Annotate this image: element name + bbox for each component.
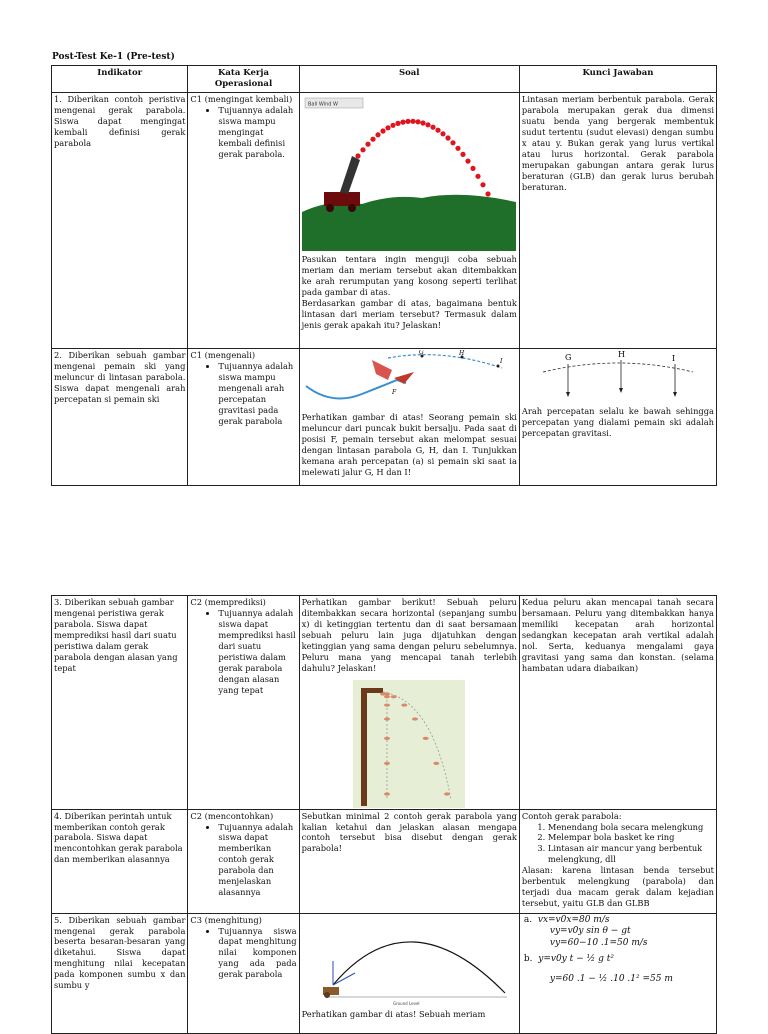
fig-label-i: I [500, 358, 503, 366]
table-row [52, 596, 717, 810]
cell-soal [299, 596, 519, 810]
table-row [52, 93, 717, 349]
cannon-figure [302, 94, 516, 254]
figure-label: Ground Level [393, 1000, 420, 1006]
bullets-figure [353, 680, 465, 808]
document-title: Post-Test Ke-1 (Pre-test) [52, 52, 175, 62]
cell-indikator: 5. Diberikan sebuah gambar mengenai gerak parabola beserta besaran-besaran yang diketahui. Siswa dapat menghitung nilai kecepatan pada komponen sumbu x dan sumbu y [52, 913, 188, 1033]
trajectory-dot [486, 192, 491, 197]
ans-label-i: I [671, 354, 676, 364]
fig-label-f: F [392, 389, 397, 397]
trajectory-dot [396, 121, 401, 126]
answer-a-line1: vx=v0x=80 m/s [537, 914, 610, 925]
trajectory-dot [441, 132, 446, 137]
kko-bullet: • Tujuannya siswa dapat menghitung nilai komponen yang ada pada gerak parabola [218, 926, 296, 981]
trajectory-dot [391, 123, 396, 128]
trajectory-dot [406, 119, 411, 124]
trajectory-dot [361, 148, 366, 153]
bullet-mark [444, 792, 450, 795]
cell-kunci: Kedua peluru akan mencapai tanah secara bersamaan. Peluru yang ditembakkan hanya memiliki kecepatan arah horizontal sedangkan kecepatan arah vertikal adalah nol. Serta, keduanya mengalami gaya gravitasi yang sama dan konstan. (selama hambatan udara diabaikan) [519, 596, 716, 810]
kko-title: C3 (menghitung) [190, 914, 262, 925]
cell-kunci [519, 809, 716, 913]
bullet-mark [384, 717, 390, 720]
soal-text: Pasukan tentara ingin menguji coba sebuah meriam dan meriam tersebut akan ditembakkan ke arah rerumputan yang kosong seperti terlihat pada gambar di atas. [301, 254, 517, 298]
trajectory-dot [481, 183, 486, 188]
trajectory-dot [461, 152, 466, 157]
bullet-mark [391, 695, 397, 698]
header-kunci: Kunci Jawaban [519, 66, 716, 93]
assessment-table-top [51, 65, 717, 486]
trajectory-dot [471, 166, 476, 171]
cell-kko [188, 596, 299, 810]
ans-label-g: G [564, 353, 572, 363]
kunci-item: 3. Lintasan air mancur yang berbentuk melengkung, dll [548, 843, 714, 865]
kunci-text: Arah percepatan selalu ke bawah sehingga percepatan yang dialami pemain ski adalah percepatan gravitasi. [521, 406, 714, 439]
bullet-mark [412, 717, 418, 720]
bullet-mark [380, 692, 386, 695]
table-row [52, 809, 717, 913]
bullet-mark [384, 703, 390, 706]
fig-label-h: H [459, 350, 465, 358]
cell-kunci [519, 913, 716, 1033]
trajectory-dot [466, 159, 471, 164]
projectile-figure [309, 915, 509, 1009]
bullet-mark [423, 736, 429, 739]
answer-b-line1: y=v0y t − ½ g t² [538, 954, 614, 965]
trajectory-dot [451, 141, 456, 146]
fig-label-g: G [419, 350, 425, 357]
kko-bullet: • Tujuannya adalah siswa dapat memprediksi hasil dari suatu peristiwa dalam gerak parabola dengan alasan yang tepat [218, 608, 296, 696]
bullet-mark [402, 703, 408, 706]
bullet-mark [384, 695, 390, 698]
soal-text: Perhatikan gambar di atas! Seorang pemain ski meluncur dari puncak bukit bersalju. Pada saat di posisi F, pemain tersebut akan melompat sesuai dengan lintasan parabola G, H, dan I. Tunjukkan kemana arah percepatan (a) si pemain ski saat ia melewati jalur G, H dan I! [301, 412, 517, 478]
trajectory-dot [446, 136, 451, 141]
cell-soal [299, 93, 519, 349]
trajectory-dot [421, 121, 426, 126]
ski-figure [302, 350, 516, 412]
cell-indikator: 2. Diberikan sebuah gambar mengenai pemain ski yang meluncur di lintasan parabola. Siswa dapat mengenali arah percepatan si pemain ski [52, 349, 188, 486]
acceleration-figure [523, 350, 713, 406]
cell-kunci: Lintasan meriam berbentuk parabola. Gerak parabola merupakan gerak dua dimensi suatu benda yang bergerak membentuk sudut tertentu (sudut elevasi) dengan sumbu x atau y. Bukan gerak yang lurus vertikal atau lurus horizontal. Gerak parabola merupakan gabungan antara gerak lurus beraturan (GLB) dan gerak lurus berubah beraturan. [519, 93, 716, 349]
cell-indikator: 3. Diberikan sebuah gambar mengenai peristiwa gerak parabola. Siswa dapat memprediksi hasil dari suatu peristiwa dalam gerak parabola dengan alasan yang tepat [52, 596, 188, 810]
soal-text: Perhatikan gambar di atas! Sebuah meriam [301, 1008, 486, 1019]
header-soal: Soal [299, 66, 519, 93]
kko-title: C2 (mencontohkan) [190, 810, 274, 821]
trajectory-dot [416, 120, 421, 125]
trajectory-dot [386, 126, 391, 131]
kunci-item: 2. Melempar bola basket ke ring [548, 832, 714, 843]
table-header-row [52, 66, 717, 93]
trajectory-dot [401, 120, 406, 125]
trajectory-dot [366, 142, 371, 147]
soal-question: Berdasarkan gambar di atas, bagaimana bentuk lintasan dari meriam tersebut? Termasuk dalam jenis gerak apakah itu? Jelaskan! [301, 298, 517, 331]
kko-bullet: • Tujuannya adalah siswa mampu mengingat kembali definisi gerak parabola. [218, 105, 296, 160]
assessment-table-bottom [51, 595, 717, 1034]
soal-text: Perhatikan gambar berikut! Sebuah peluru ditembakkan secara horizontal (sepanjang sumbu x) di ketinggian tertentu dan di saat bersamaan sebuah peluru lain juga dijatuhkan dengan ketinggian yang sama dengan peluru sebelumnya. Peluru mana yang mencapai tanah terlebih dahulu? Jelaskan! [301, 597, 517, 673]
ans-label-h: H [617, 350, 625, 360]
cell-soal [299, 913, 519, 1033]
bullet-mark [384, 761, 390, 764]
cell-indikator: 4. Diberikan perintah untuk memberikan contoh gerak parabola. Siswa dapat mencontohkan gerak parabola dan memberikan alasannya [52, 809, 188, 913]
cell-kko [188, 349, 299, 486]
trajectory-dot [456, 146, 461, 151]
trajectory-dot [476, 174, 481, 179]
kko-bullet: • Tujuannya adalah siswa dapat memberikan contoh gerak parabola dan menjelaskan alasannya [218, 822, 296, 899]
kko-title: C1 (mengingat kembali) [190, 94, 293, 105]
kunci-intro: Contoh gerak parabola: [521, 810, 622, 821]
trajectory-dot [436, 128, 441, 133]
trajectory-dot [426, 123, 431, 128]
table-row [52, 349, 717, 486]
trajectory-dot [381, 129, 386, 134]
cell-soal [299, 349, 519, 486]
answer-b-line2: y=60 .1 − ½ .10 .1² =55 m [549, 974, 673, 985]
kunci-item: 1. Menendang bola secara melengkung [548, 822, 714, 833]
figure-label: Ball Wind W [308, 101, 339, 108]
cell-kko [188, 93, 299, 349]
header-kko: Kata Kerja Operasional [188, 66, 299, 93]
bullet-mark [384, 736, 390, 739]
kko-title: C2 (memprediksi) [190, 597, 266, 607]
bullet-mark [384, 792, 390, 795]
cell-kko [188, 809, 299, 913]
header-indikator: Indikator [52, 66, 188, 93]
kunci-alasan: Alasan: karena lintasan benda tersebut berbentuk melengkung (parabola) dan terjadi dua macam gerak dalam kejadian tersebut, yaitu GLB dan GLBB [521, 865, 714, 909]
cell-kunci [519, 349, 716, 486]
bullet-mark [434, 761, 440, 764]
answer-b-label: b. [523, 954, 533, 965]
cell-soal: Sebutkan minimal 2 contoh gerak parabola yang kalian ketahui dan jelaskan alasan mengapa contoh tersebut bisa disebut dengan gerak parabola! [299, 809, 519, 913]
kko-bullet: • Tujuannya adalah siswa mampu mengenali arah percepatan gravitasi pada gerak parabola [218, 361, 296, 427]
answer-a-label: a. [523, 914, 533, 925]
answer-a-line3: vy=60−10 .1=50 m/s [549, 938, 648, 949]
answer-a-line2: vy=v0y sin θ − gt [549, 926, 631, 937]
trajectory-dot [431, 125, 436, 130]
trajectory-dot [376, 133, 381, 138]
trajectory-dot [411, 119, 416, 124]
cell-indikator: 1. Diberikan contoh peristiva mengenai gerak parabola. Siswa dapat mengingat kembali definisi gerak parabola [52, 93, 188, 349]
trajectory-dot [371, 137, 376, 142]
cell-kko [188, 913, 299, 1033]
kko-title: C1 (mengenali) [190, 350, 256, 361]
trajectory-dot [356, 154, 361, 159]
table-row [52, 913, 717, 1033]
